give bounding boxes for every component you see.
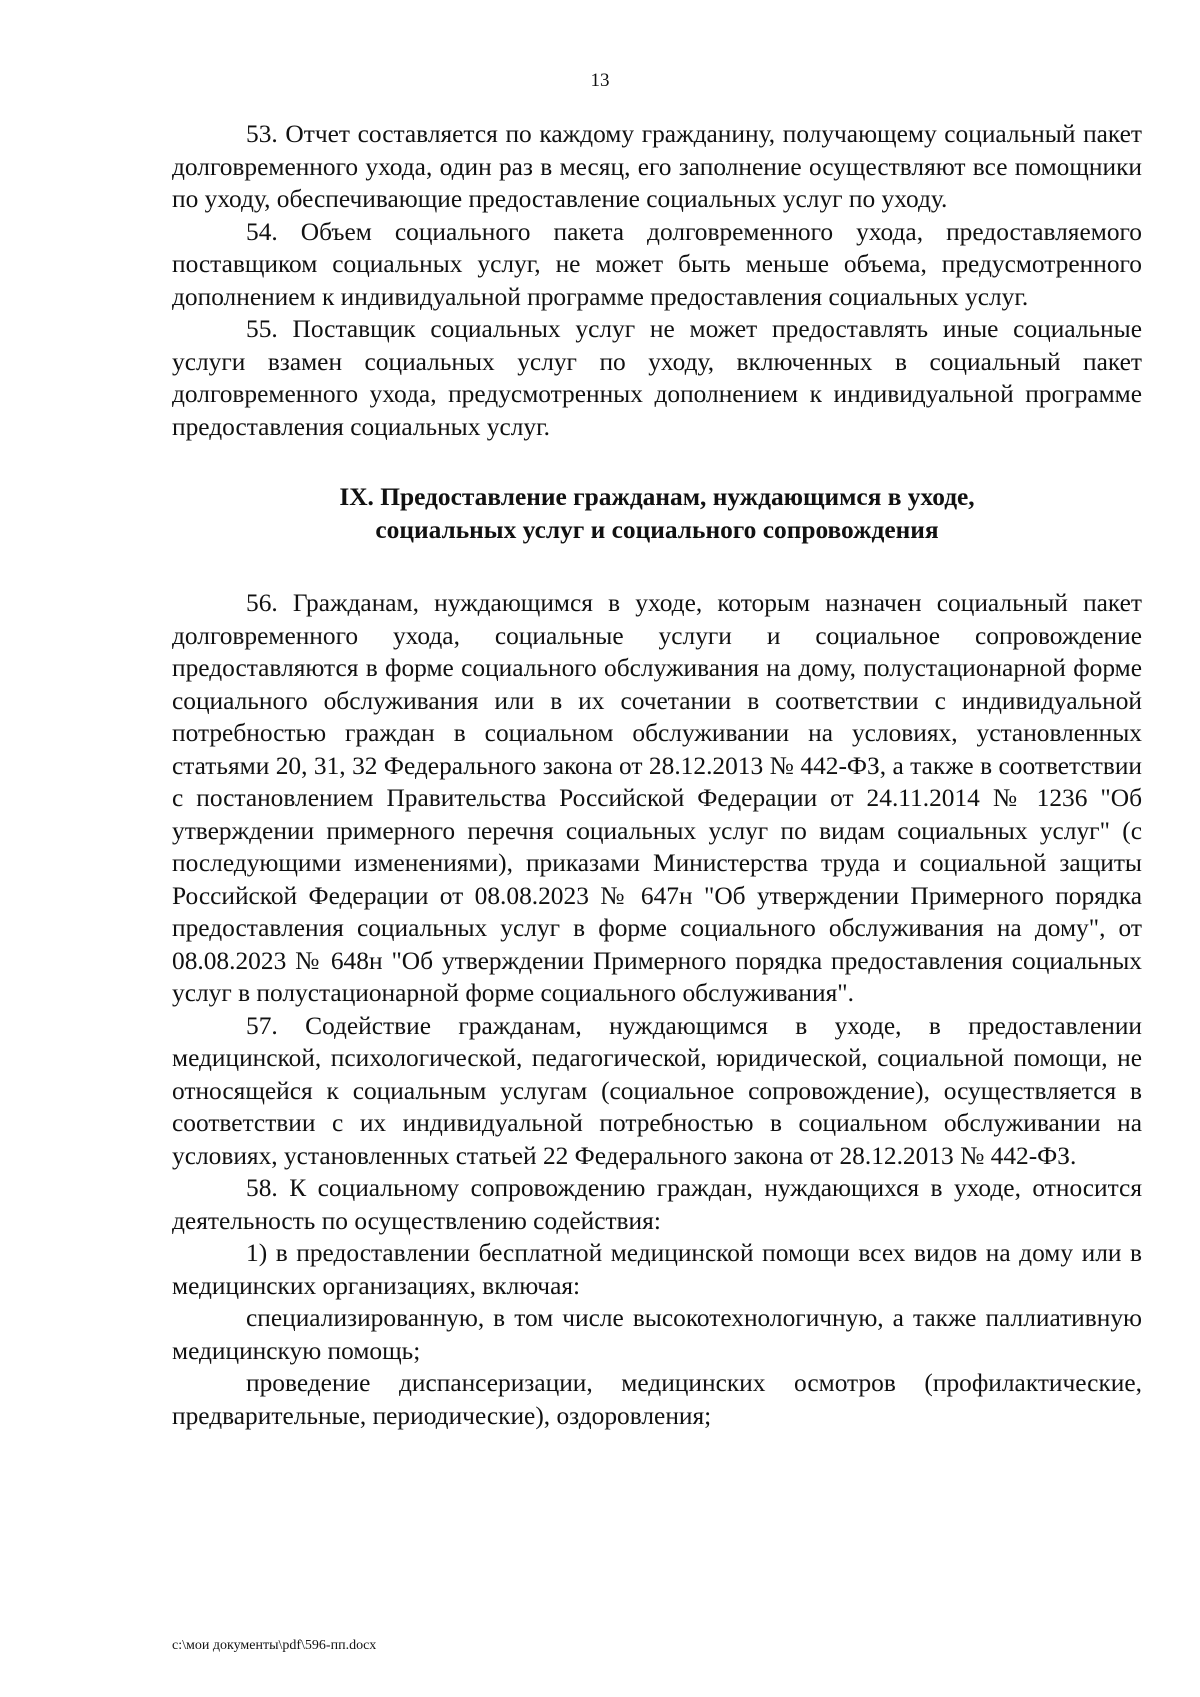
section-heading-line-2: социальных услуг и социального сопровождения [375,516,939,544]
paragraph-55: 55. Поставщик социальных услуг не может предоставлять иные социальные услуги взамен социальных услуг по уходу, включенных в социальный пакет долговременного ухода, предусмотренных дополнением к индивидуальной программе предоставления социальных услуг. [172,315,1142,441]
list-subitem-dispensary: проведение диспансеризации, медицинских осмотров (профилактические, предварительные, периодические), оздоровления; [172,1369,1142,1430]
paragraph-57: 57. Содействие гражданам, нуждающимся в уходе, в предоставлении медицинской, психологической, педагогической, юридической, социальной помощи, не относящейся к социальным услугам (социальное сопровождение), осуществляется в соответствии с их индивидуальной потребностью в социальном обслуживании на условиях, установленных статьей 22 Федерального закона от 28.12.2013 № 442-ФЗ. [172,1011,1142,1170]
paragraph-58: 58. К социальному сопровождению граждан, нуждающихся в уходе, относится деятельность по осуществлению содействия: [172,1174,1142,1235]
section-heading-line-1: IX. Предоставление гражданам, нуждающимся в уходе, [339,483,975,511]
list-item-1: 1) в предоставлении бесплатной медицинской помощи всех видов на дому или в медицинских организациях, включая: [172,1239,1142,1300]
list-subitem-specialized: специализированную, в том числе высокотехнологичную, а также паллиативную медицинскую помощь; [172,1304,1142,1365]
section-heading [172,481,1142,547]
paragraph-54: 54. Объем социального пакета долговременного ухода, предоставляемого поставщиком социальных услуг, не может быть меньше объема, предусмотренного дополнением к индивидуальной программе предоставления социальных услуг. [172,217,1142,311]
paragraph-56: 56. Гражданам, нуждающимся в уходе, которым назначен социальный пакет долговременного ухода, социальные услуги и социальное сопровождение предоставляются в форме социального обслуживания на дому, полустационарной форме социального обслуживания или в их сочетании в соответствии с индивидуальной потребностью граждан в социальном обслуживании на условиях, установленных статьями 20, 31, 32 Федерального закона от 28.12.2013 № 442-ФЗ, а также в соответствии с постановлением Правительства Российской Федерации от 24.11.2014 № 1236 "Об утверждении примерного перечня социальных услуг по видам социальных услуг" (с последующими изменениями), приказами Министерства труда и социальной защиты Российской Федерации от 08.08.2023 № 647н "Об утверждении Примерного порядка предоставления социальных услуг в форме социального обслуживания на дому", от 08.08.2023 № 648н "Об утверждении Примерного порядка предоставления социальных услуг в полустационарной форме социального обслуживания". [172,589,1142,1007]
page-number: 13 [590,70,610,91]
footer-file-path: c:\мои документы\pdf\596-пп.docx [172,1638,377,1653]
document-body [172,118,1142,1432]
paragraph-53: 53. Отчет составляется по каждому гражданину, получающему социальный пакет долговременного ухода, один раз в месяц, его заполнение осуществляют все помощники по уходу, обеспечивающие предоставление социальных услуг по уходу. [172,120,1142,213]
